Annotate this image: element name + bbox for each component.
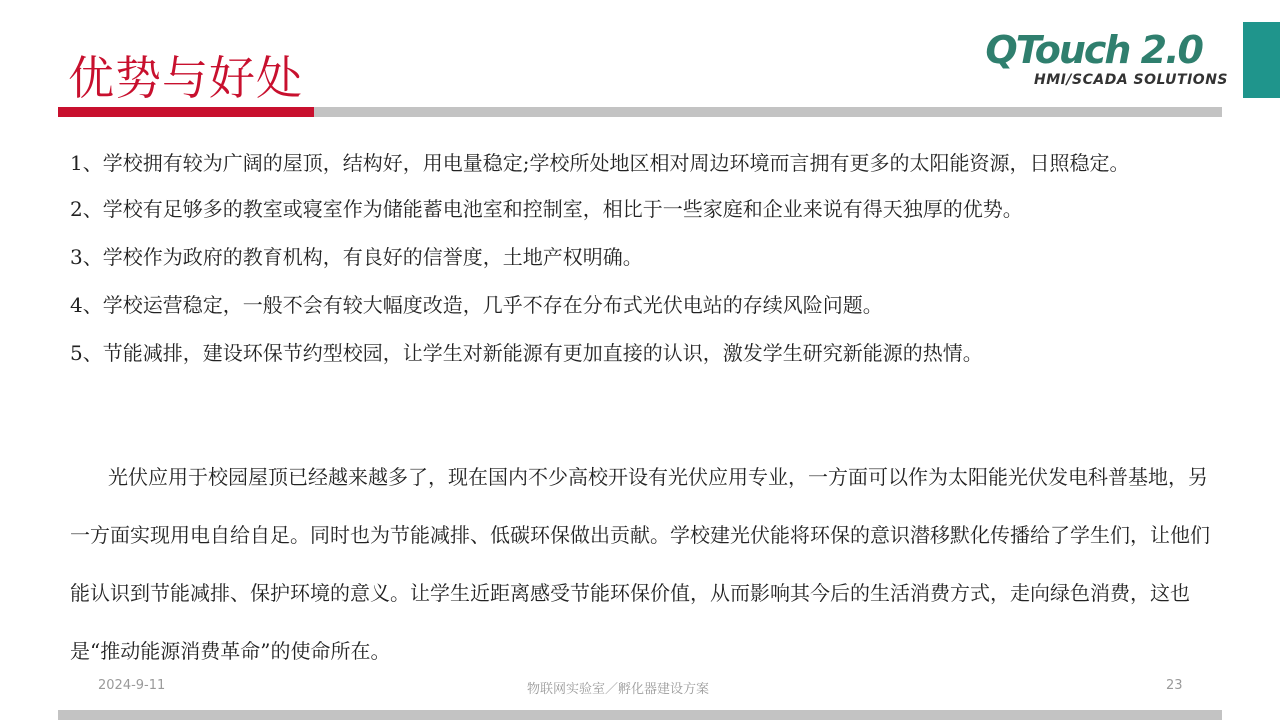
list-item: 1、学校拥有较为广阔的屋顶，结构好，用电量稳定;学校所处地区相对周边环境而言拥有更多的太阳能资源，日照稳定。 xyxy=(70,151,1130,175)
footer-date: 2024-9-11 xyxy=(98,678,166,693)
slide-title: 优势与好处 xyxy=(68,51,303,105)
advantages-list xyxy=(70,146,1220,384)
title-underline xyxy=(314,107,1222,117)
list-item: 3、学校作为政府的教育机构，有良好的信誉度，土地产权明确。 xyxy=(70,245,643,269)
list-item: 5、节能减排，建设环保节约型校园，让学生对新能源有更加直接的认识，激发学生研究新能源的热情。 xyxy=(70,341,983,365)
page-number: 23 xyxy=(1166,678,1183,693)
summary-paragraph: 光伏应用于校园屋顶已经越来越多了，现在国内不少高校开设有光伏应用专业，一方面可以作为太阳能光伏发电科普基地，另一方面实现用电自给自足。同时也为节能减排、低碳环保做出贡献。学校建光伏能将环保的意识潜移默化传播给了学生们，让他们能认识到节能减排、保护环境的意义。让学生近距离感受节能环保价值，从而影响其今后的生活消费方式，走向绿色消费，这也是“推动能源消费革命”的使命所在。 xyxy=(70,465,1210,663)
logo-name: QTouch 2.0 xyxy=(985,28,1202,72)
list-item: 2、学校有足够多的教室或寝室作为储能蓄电池室和控制室，相比于一些家庭和企业来说有得天独厚的优势。 xyxy=(70,197,1023,221)
footer-title: 物联网实验室／孵化器建设方案 xyxy=(527,682,710,697)
bottom-bar xyxy=(58,710,1222,720)
corner-tab xyxy=(1243,22,1280,98)
title-underline-accent xyxy=(58,107,314,117)
logo-tagline: HMI/SCADA SOLUTIONS xyxy=(1034,72,1228,88)
qtouch-logo xyxy=(984,28,1232,94)
list-item: 4、学校运营稳定，一般不会有较大幅度改造，几乎不存在分布式光伏电站的存续风险问题。 xyxy=(70,293,883,317)
